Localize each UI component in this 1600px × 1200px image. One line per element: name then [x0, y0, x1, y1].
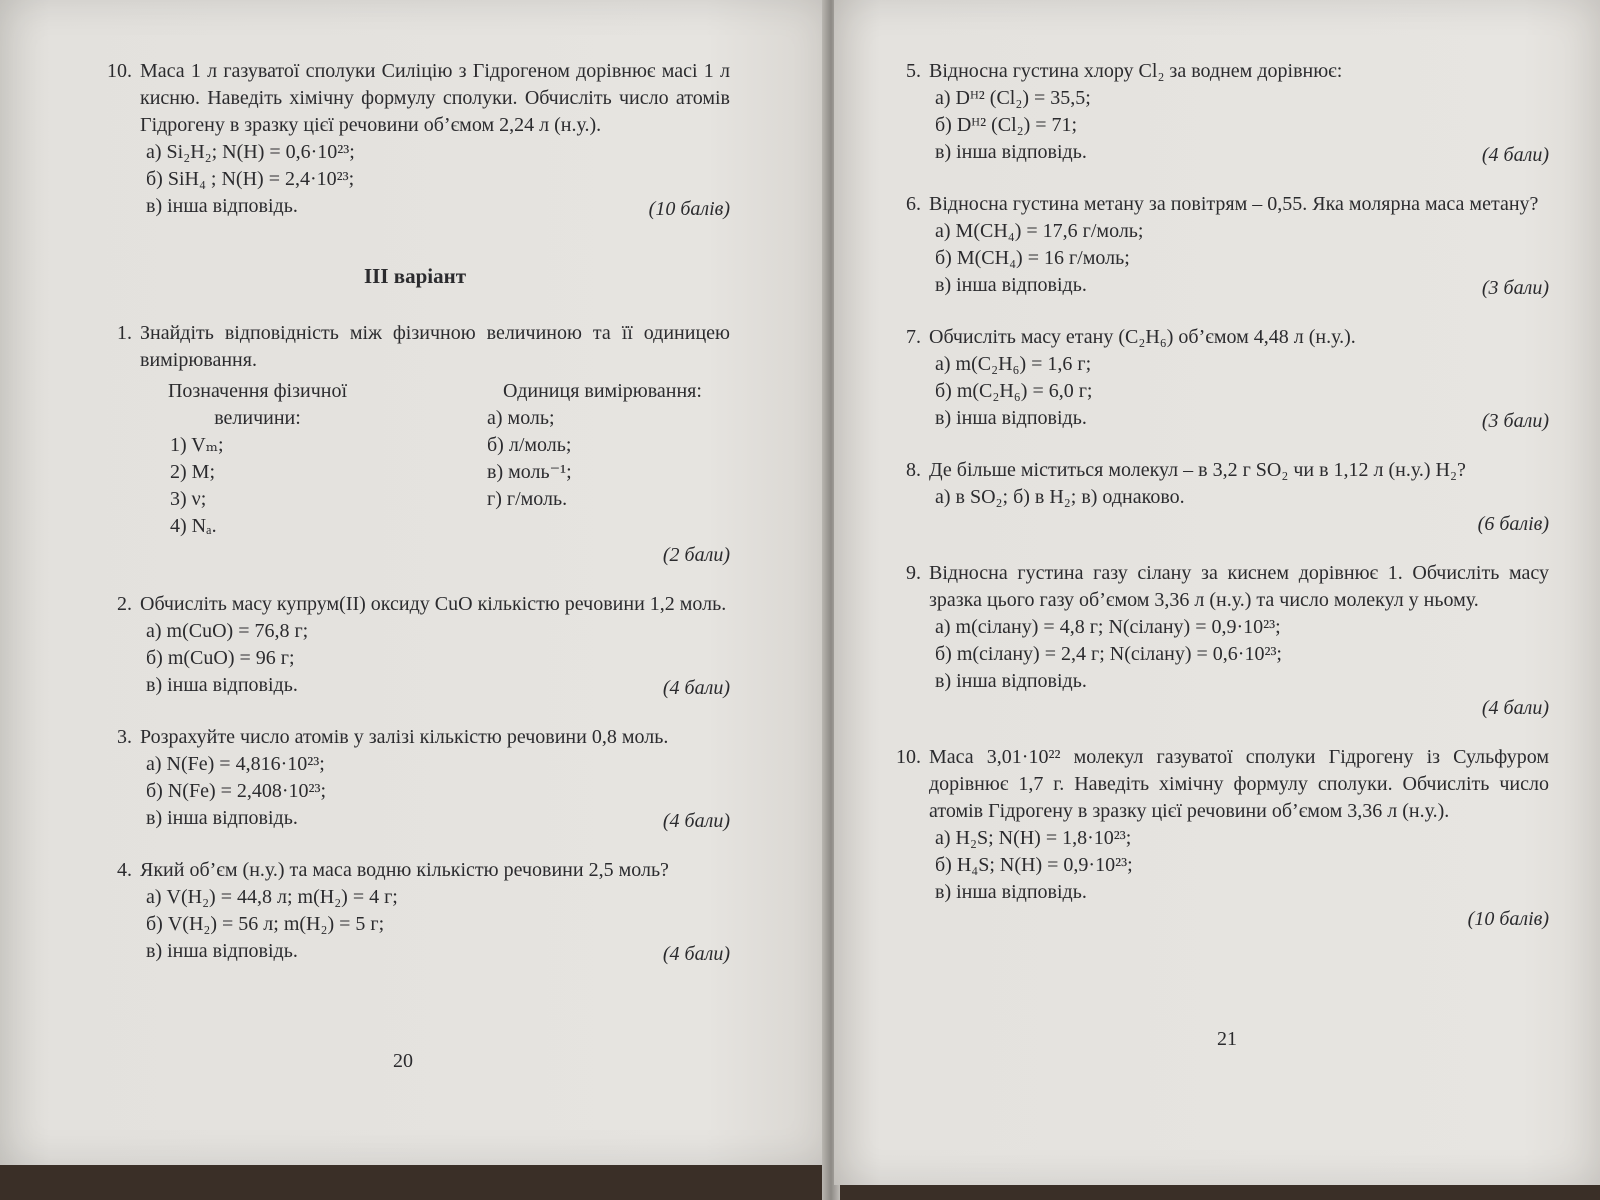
matching-table — [100, 378, 730, 540]
variant-title: ІІІ варіант — [363, 264, 467, 288]
option-c: в) інша відповідь. — [146, 195, 298, 217]
task-score: (10 балів) — [648, 198, 730, 220]
task-number: 5. — [906, 60, 921, 82]
match-right-item: б) л/моль; — [487, 434, 572, 456]
task-number: 3. — [117, 726, 132, 748]
option-a: а) Dᴴ² (Cl₂) = 35,5; — [935, 87, 1091, 109]
option-c: в) інша відповідь. — [935, 670, 1087, 692]
task-text: Знайдіть відповідність між фізичною величиною та її одиницею вимірювання. — [140, 322, 730, 371]
match-right-item: а) моль; — [487, 407, 555, 429]
option-b: б) H₄S; N(H) = 0,9·10²³; — [935, 854, 1133, 876]
option-c: в) інша відповідь. — [935, 141, 1087, 163]
option-a: а) m(сілану) = 4,8 г; N(сілану) = 0,9·10²³; — [935, 616, 1281, 638]
option-c: в) інша відповідь. — [146, 940, 298, 962]
task-2 — [100, 591, 730, 702]
task-number: 9. — [906, 562, 921, 584]
option-a: а) Si₂H₂; N(H) = 0,6·10²³; — [146, 141, 355, 163]
left-page-content — [100, 58, 730, 990]
right-column-header: Одиниця вимірювання: — [503, 380, 702, 402]
option-c: в) інша відповідь. — [935, 881, 1087, 903]
option-b: б) V(H₂) = 56 л; m(H₂) = 5 г; — [146, 913, 385, 935]
task-text: Обчисліть масу купрум(ІІ) оксиду CuO кількістю речовини 1,2 моль. — [140, 593, 727, 615]
task-7 — [889, 324, 1549, 435]
task-score: (3 бали) — [1481, 410, 1549, 432]
task-9 — [889, 560, 1549, 722]
match-left-item: 4) Nₐ. — [170, 515, 217, 537]
match-right-item: г) г/моль. — [487, 488, 568, 510]
option-a: а) m(CuO) = 76,8 г; — [146, 620, 309, 642]
option-b: б) M(CH₄) = 16 г/моль; — [935, 247, 1130, 269]
task-text: Який об’єм (н.у.) та маса водню кількістю речовини 2,5 моль? — [140, 859, 669, 881]
option-b: б) N(Fe) = 2,408·10²³; — [146, 780, 327, 802]
page-number: 21 — [1217, 1028, 1237, 1050]
match-left-item: 3) ν; — [170, 488, 207, 510]
task-score: (4 бали) — [662, 677, 730, 699]
right-page-content — [889, 58, 1549, 955]
task-number: 7. — [906, 326, 921, 348]
task-6 — [889, 191, 1549, 302]
task-8 — [889, 457, 1549, 538]
task-10-left — [100, 58, 730, 223]
task-score: (4 бали) — [1481, 697, 1549, 719]
task-score: (3 бали) — [1481, 277, 1549, 299]
task-number: 8. — [906, 459, 921, 481]
task-score: (4 бали) — [662, 943, 730, 965]
task-text: Відносна густина метану за повітрям – 0,55. Яка молярна маса метану? — [929, 193, 1539, 215]
right-page — [834, 0, 1600, 1185]
task-score: (2 бали) — [662, 544, 730, 566]
task-10-right — [889, 744, 1549, 933]
task-text: Відносна густина хлору Cl₂ за воднем дорівнює: — [929, 60, 1343, 82]
task-1 — [100, 320, 730, 569]
task-number: 1. — [117, 322, 132, 344]
option-b: б) SiH₄ ; N(H) = 2,4·10²³; — [146, 168, 355, 190]
task-number: 4. — [117, 859, 132, 881]
option-b: б) m(C₂H₆) = 6,0 г; — [935, 380, 1093, 402]
task-number: 10. — [896, 746, 921, 768]
task-text: Маса 3,01·10²² молекул газуватої сполуки Гідрогену із Сульфуром дорівнює 1,7 г. Наведіть хімічну формулу сполуки. Обчисліть число атомів Гідрогену в зразку цієї речовини об’ємом 3,36 л (н.у.). — [929, 746, 1549, 822]
task-number: 2. — [117, 593, 132, 615]
page-number: 20 — [393, 1050, 413, 1072]
option-b: б) m(сілану) = 2,4 г; N(сілану) = 0,6·10²³; — [935, 643, 1282, 665]
left-column-header: Позначення фізичної величини: — [167, 380, 348, 429]
task-score: (6 балів) — [1477, 513, 1549, 535]
task-text: Обчисліть масу етану (C₂H₆) об’ємом 4,48 л (н.у.). — [929, 326, 1356, 348]
match-right-item: в) моль⁻¹; — [487, 461, 572, 483]
task-4 — [100, 857, 730, 968]
task-text: Розрахуйте число атомів у залізі кількістю речовини 0,8 моль. — [140, 726, 669, 748]
task-score: (10 балів) — [1467, 908, 1549, 930]
options-line: а) в SO₂; б) в H₂; в) однаково. — [935, 486, 1185, 508]
task-5 — [889, 58, 1549, 169]
option-a: а) H₂S; N(H) = 1,8·10²³; — [935, 827, 1132, 849]
task-score: (4 бали) — [662, 810, 730, 832]
option-a: а) M(CH₄) = 17,6 г/моль; — [935, 220, 1144, 242]
option-c: в) інша відповідь. — [146, 807, 298, 829]
option-a: а) m(C₂H₆) = 1,6 г; — [935, 353, 1092, 375]
task-score: (4 бали) — [1481, 144, 1549, 166]
task-text: Де більше міститься молекул – в 3,2 г SO₂ чи в 1,12 л (н.у.) H₂? — [929, 459, 1466, 481]
option-a: а) V(H₂) = 44,8 л; m(H₂) = 4 г; — [146, 886, 398, 908]
match-left-item: 2) M; — [170, 461, 215, 483]
task-3 — [100, 724, 730, 835]
task-text: Маса 1 л газуватої сполуки Силіцію з Гідрогеном дорівнює масі 1 л кисню. Наведіть хімічну формулу сполуки. Обчисліть число атомів Гідрогену в зразку цієї речовини об’ємом 2,24 л (н.у.). — [140, 60, 730, 136]
match-left-item: 1) Vₘ; — [170, 434, 224, 456]
task-number: 10. — [107, 60, 132, 82]
option-a: а) N(Fe) = 4,816·10²³; — [146, 753, 325, 775]
task-text: Відносна густина газу сілану за киснем дорівнює 1. Обчисліть масу зразка цього газу об’ємом 3,36 л (н.у.) та число молекул у ньому. — [929, 562, 1549, 611]
option-c: в) інша відповідь. — [146, 674, 298, 696]
option-b: б) m(CuO) = 96 г; — [146, 647, 295, 669]
option-c: в) інша відповідь. — [935, 274, 1087, 296]
option-c: в) інша відповідь. — [935, 407, 1087, 429]
option-b: б) Dᴴ² (Cl₂) = 71; — [935, 114, 1078, 136]
task-number: 6. — [906, 193, 921, 215]
